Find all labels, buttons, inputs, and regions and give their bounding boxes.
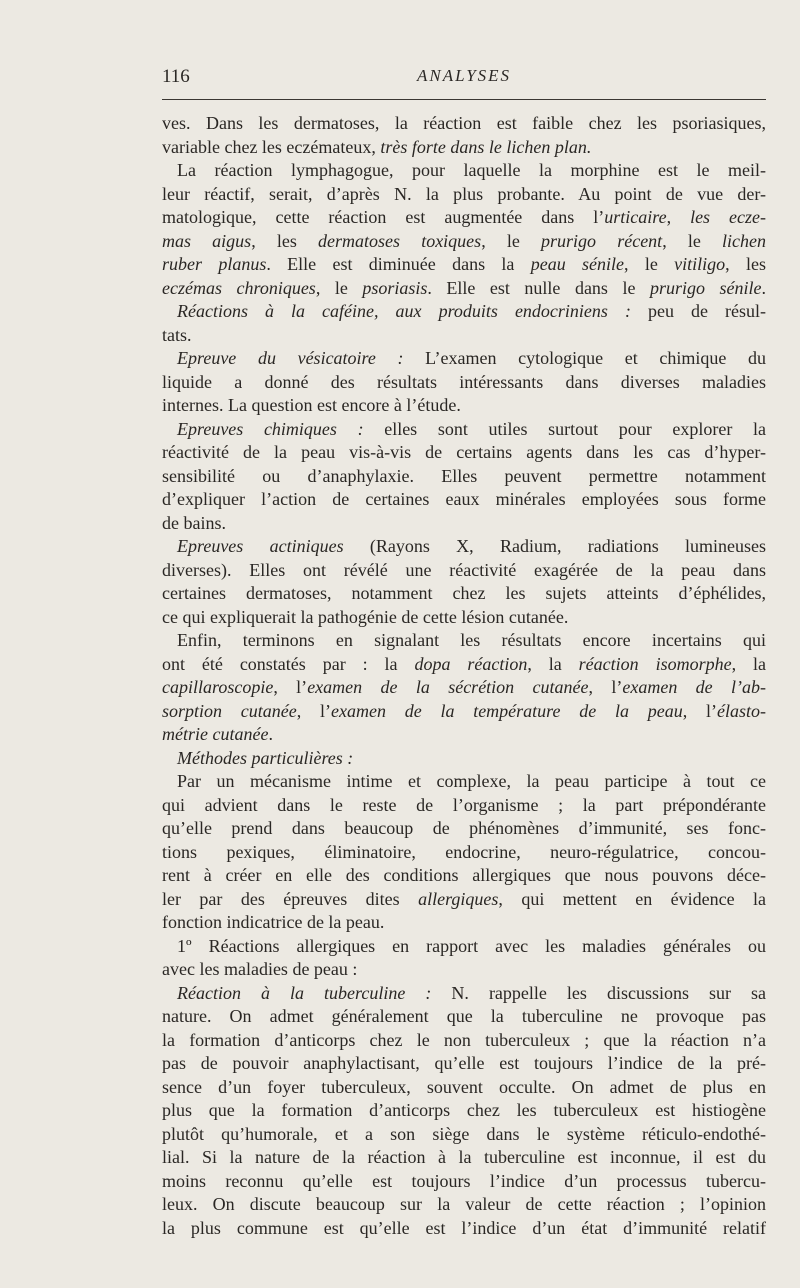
italic-segment: Réactions à la caféine, aux produits endocriniens : bbox=[177, 301, 631, 321]
text-segment: la plus commune est qu’elle est l’indice d’un état d’immunité relatif bbox=[162, 1217, 766, 1238]
text-segment: , la bbox=[527, 653, 579, 674]
text-segment: moins reconnu qu’elle est toujours l’indice d’un processus tubercu- bbox=[162, 1170, 766, 1191]
text-segment: , la bbox=[731, 653, 766, 674]
text-line bbox=[162, 982, 766, 1006]
italic-segment: métrie cutanée bbox=[162, 724, 269, 744]
text-segment: , le bbox=[481, 230, 542, 251]
text-line bbox=[162, 723, 766, 747]
text-line bbox=[162, 817, 766, 841]
italic-segment: examen de la sécrétion cutanée bbox=[307, 677, 589, 697]
text-line bbox=[162, 465, 766, 489]
text-line bbox=[162, 371, 766, 395]
italic-segment: eczémas chroniques bbox=[162, 277, 316, 298]
italic-segment: examen de la température de la peau bbox=[330, 700, 683, 721]
text-line bbox=[162, 794, 766, 818]
text-line bbox=[162, 183, 766, 207]
text-segment: , qui mettent en évidence la bbox=[498, 888, 766, 909]
text-line bbox=[162, 136, 766, 160]
text-segment: tions pexiques, éliminatoire, endocrine, neuro-régulatrice, concou- bbox=[162, 841, 766, 862]
text-segment: qu’elle prend dans beaucoup de phénomènes d’immunité, ses fonc- bbox=[162, 818, 766, 838]
italic-segment: vitiligo bbox=[674, 254, 726, 274]
body-text bbox=[162, 112, 766, 1240]
italic-segment: peau sénile bbox=[530, 254, 625, 274]
text-segment: la formation d’anticorps chez le non tuberculeux ; que la réaction n’a bbox=[162, 1029, 766, 1050]
text-segment: , l’ bbox=[588, 677, 623, 697]
text-line bbox=[162, 300, 766, 324]
italic-segment: capillaroscopie bbox=[162, 677, 274, 697]
text-segment: plus que la formation d’anticorps chez les tuberculeux est histiogène bbox=[162, 1100, 766, 1120]
text-line bbox=[162, 512, 766, 536]
text-segment: L’examen cytologique et chimique du bbox=[403, 348, 766, 368]
text-line bbox=[162, 888, 766, 912]
text-segment: , le bbox=[315, 277, 363, 298]
text-line bbox=[162, 324, 766, 348]
text-segment: peu de résul- bbox=[630, 301, 766, 321]
italic-segment: mas aigus bbox=[162, 230, 252, 251]
italic-segment: psoriasis bbox=[362, 277, 428, 298]
text-line bbox=[162, 770, 766, 794]
text-line bbox=[162, 559, 766, 583]
italic-segment: ruber planus bbox=[162, 254, 267, 274]
text-segment: 1º Réactions allergiques en rapport avec les maladies générales ou bbox=[177, 935, 766, 956]
italic-segment: dermatoses toxiques bbox=[318, 230, 482, 251]
text-line bbox=[162, 582, 766, 606]
text-line bbox=[162, 676, 766, 700]
text-line bbox=[162, 841, 766, 865]
text-segment: , bbox=[666, 207, 691, 227]
italic-segment: élasto- bbox=[717, 700, 766, 721]
text-line bbox=[162, 935, 766, 959]
text-segment: leur réactif, serait, d’après N. la plus probante. Au point de vue der- bbox=[162, 183, 766, 204]
text-line bbox=[162, 747, 766, 771]
italic-segment: Réaction à la tuberculine : bbox=[177, 982, 432, 1003]
text-segment: , l’ bbox=[296, 700, 331, 721]
text-line bbox=[162, 441, 766, 465]
italic-segment: Méthodes particulières : bbox=[177, 747, 354, 768]
text-line bbox=[162, 911, 766, 935]
text-line bbox=[162, 1217, 766, 1241]
text-segment: La réaction lymphagogue, pour laquelle la morphine est le meil- bbox=[177, 160, 766, 180]
text-segment: . bbox=[761, 277, 766, 298]
text-line bbox=[162, 159, 766, 183]
text-segment: N. rappelle les discussions sur sa bbox=[431, 982, 767, 1003]
text-line bbox=[162, 1170, 766, 1194]
italic-segment: Epreuve du vésicatoire : bbox=[177, 348, 404, 368]
text-segment: d’expliquer l’action de certaines eaux minérales employées sous forme bbox=[162, 489, 766, 509]
text-segment: nature. On admet généralement que la tuberculine ne provoque pas bbox=[162, 1006, 766, 1026]
text-segment: ont été constatés par : la bbox=[162, 653, 415, 674]
text-segment: rent à créer en elle des conditions allergiques que nous pouvons déce- bbox=[162, 865, 766, 885]
text-line bbox=[162, 418, 766, 442]
text-segment: de bains. bbox=[162, 512, 226, 533]
text-line bbox=[162, 112, 766, 136]
text-segment: , l’ bbox=[273, 677, 308, 697]
text-segment: ce qui expliquerait la pathogénie de cette lésion cutanée. bbox=[162, 606, 569, 627]
text-segment: Par un mécanisme intime et complexe, la peau participe à tout ce bbox=[177, 771, 766, 791]
italic-segment: dopa réaction bbox=[414, 653, 528, 674]
italic-segment: prurigo récent bbox=[541, 230, 663, 251]
text-segment: sensibilité ou d’anaphylaxie. Elles peuvent permettre notamment bbox=[162, 465, 766, 486]
text-line bbox=[162, 347, 766, 371]
text-line bbox=[162, 1076, 766, 1100]
italic-segment: très forte dans le lichen plan. bbox=[380, 136, 592, 157]
text-line bbox=[162, 1029, 766, 1053]
header-rule bbox=[162, 99, 766, 100]
text-segment: matologique, cette réaction est augmentée dans l’ bbox=[162, 207, 605, 227]
text-segment: liquide a donné des résultats intéressants dans diverses maladies bbox=[162, 371, 766, 392]
text-segment: lial. Si la nature de la réaction à la tuberculine est inconnue, il est du bbox=[162, 1147, 766, 1167]
text-line bbox=[162, 277, 766, 301]
text-segment: qui advient dans le reste de l’organisme ; la part prépondérante bbox=[162, 794, 766, 815]
text-segment: internes. La question est encore à l’étude. bbox=[162, 395, 461, 415]
text-segment: , le bbox=[662, 230, 723, 251]
text-segment: , les bbox=[251, 230, 319, 251]
italic-segment: examen de l’ab- bbox=[622, 677, 767, 697]
text-segment: variable chez les eczémateux, bbox=[162, 136, 381, 157]
italic-segment: les ecze- bbox=[690, 207, 767, 227]
page-header bbox=[162, 66, 766, 88]
text-segment: ves. Dans les dermatoses, la réaction est faible chez les psoriasiques, bbox=[162, 113, 766, 133]
text-segment: ler par des épreuves dites bbox=[162, 888, 419, 909]
page-number: 116 bbox=[162, 66, 190, 87]
text-segment: certaines dermatoses, notamment chez les sujets atteints d’éphélides, bbox=[162, 583, 766, 603]
text-line bbox=[162, 958, 766, 982]
text-segment: diverses). Elles ont révélé une réactivité exagérée de la peau dans bbox=[162, 559, 766, 580]
italic-segment: Epreuves chimiques : bbox=[177, 418, 364, 439]
text-segment: sence d’un foyer tuberculeux, souvent occulte. On admet de plus en bbox=[162, 1076, 766, 1097]
text-line bbox=[162, 606, 766, 630]
text-segment: , l’ bbox=[682, 700, 717, 721]
text-line bbox=[162, 629, 766, 653]
text-segment: pas de pouvoir anaphylactisant, qu’elle est toujours l’indice de la pré- bbox=[162, 1053, 766, 1073]
text-line bbox=[162, 488, 766, 512]
text-line bbox=[162, 206, 766, 230]
text-line bbox=[162, 1146, 766, 1170]
text-segment: leux. On discute beaucoup sur la valeur de cette réaction ; l’opinion bbox=[162, 1194, 766, 1214]
italic-segment: urticaire bbox=[604, 207, 667, 227]
text-segment: . Elle est diminuée dans la bbox=[266, 254, 531, 274]
text-segment: tats. bbox=[162, 324, 192, 345]
text-line bbox=[162, 1005, 766, 1029]
text-segment: fonction indicatrice de la peau. bbox=[162, 912, 385, 932]
text-segment: (Rayons X, Radium, radiations lumineuses bbox=[343, 536, 767, 556]
text-line bbox=[162, 1193, 766, 1217]
text-segment: plutôt qu’humorale, et a son siège dans le système réticulo-endothé- bbox=[162, 1123, 766, 1144]
text-line bbox=[162, 1099, 766, 1123]
text-line bbox=[162, 1052, 766, 1076]
text-line bbox=[162, 653, 766, 677]
text-segment: elles sont utiles surtout pour explorer la bbox=[363, 418, 766, 439]
text-segment: . bbox=[268, 724, 273, 744]
text-line bbox=[162, 535, 766, 559]
italic-segment: réaction isomorphe bbox=[578, 653, 732, 674]
text-line bbox=[162, 253, 766, 277]
text-line bbox=[162, 1123, 766, 1147]
text-segment: Enfin, terminons en signalant les résultats encore incertains qui bbox=[177, 630, 766, 650]
text-line bbox=[162, 700, 766, 724]
italic-segment: sorption cutanée bbox=[162, 700, 297, 721]
text-segment: . Elle est nulle dans le bbox=[427, 277, 650, 298]
running-title: ANALYSES bbox=[416, 66, 512, 85]
italic-segment: Epreuves actiniques bbox=[177, 536, 344, 556]
text-segment: avec les maladies de peau : bbox=[162, 959, 358, 979]
italic-segment: allergiques bbox=[418, 888, 499, 909]
text-line bbox=[162, 230, 766, 254]
text-segment: réactivité de la peau vis-à-vis de certains agents dans les cas d’hyper- bbox=[162, 442, 766, 462]
text-line bbox=[162, 864, 766, 888]
italic-segment: lichen bbox=[722, 230, 767, 251]
text-line bbox=[162, 394, 766, 418]
italic-segment: prurigo sénile bbox=[649, 277, 762, 298]
text-segment: , le bbox=[624, 254, 675, 274]
text-segment: , les bbox=[725, 254, 766, 274]
